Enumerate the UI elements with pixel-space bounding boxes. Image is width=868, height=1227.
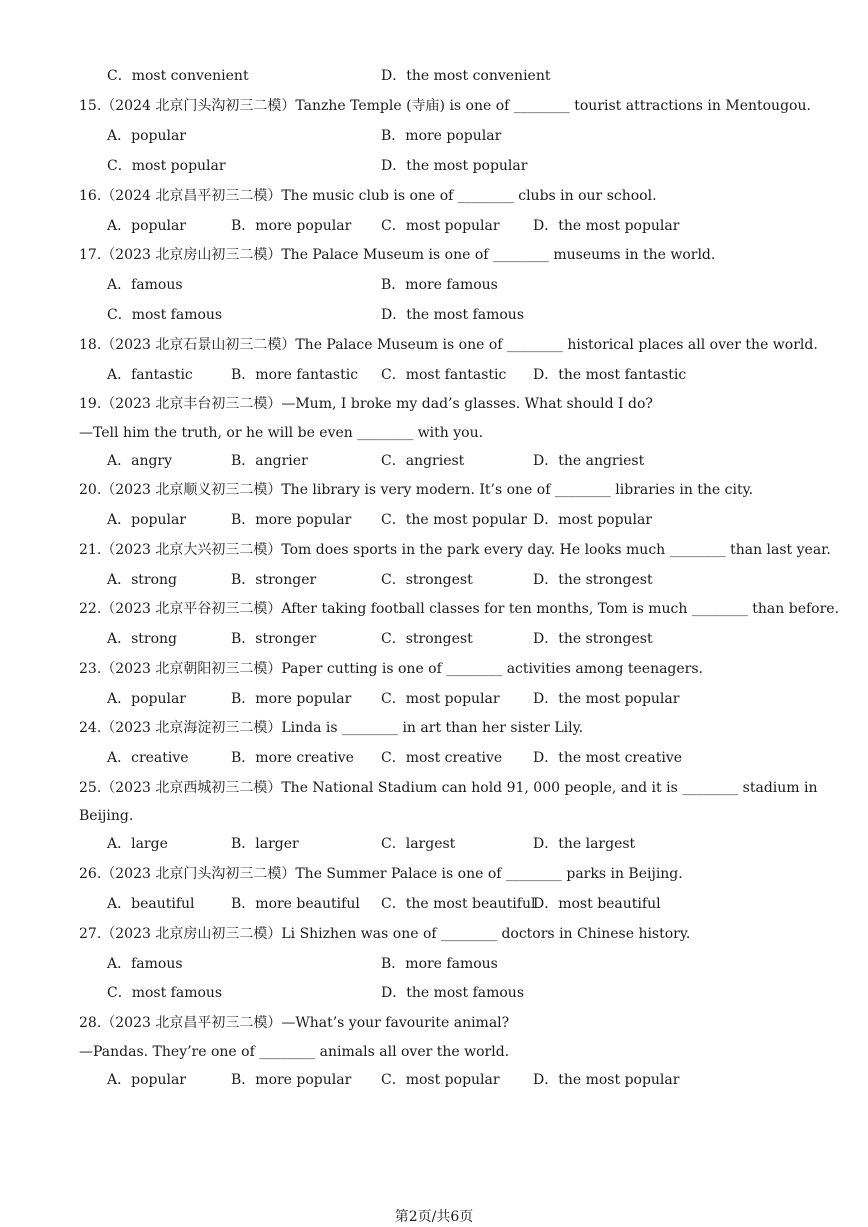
option-d: D．the strongest [533, 631, 653, 647]
option-c: C．strongest [381, 631, 473, 647]
option-a: A．strong [107, 631, 178, 647]
q19-options [107, 451, 828, 471]
option-a: A．strong [107, 572, 178, 588]
option-a: A．creative [107, 750, 189, 766]
option-c: C．most popular [381, 1072, 500, 1088]
question-24-stem: 24.（2023 北京海淀初三二模）Linda is ________ in art than her sister Lily. [79, 720, 584, 736]
option-b: B．more famous [381, 956, 498, 972]
option-d: D．the most convenient [381, 68, 551, 84]
option-c: C．most popular [107, 158, 226, 174]
option-a: A．famous [107, 277, 183, 293]
question-28-stem-line2: —Pandas. They’re one of ________ animals all over the world. [79, 1044, 510, 1060]
option-d: D．the most famous [381, 985, 525, 1001]
option-c: C．strongest [381, 572, 473, 588]
question-19-stem: 19.（2023 北京丰台初三二模）—Mum, I broke my dad’s glasses. What should I do? [79, 396, 653, 412]
option-d: D．the most popular [533, 218, 680, 234]
option-d: D．most beautiful [533, 896, 661, 912]
option-b: B．more popular [381, 128, 502, 144]
question-26-stem: 26.（2023 北京门头沟初三二模）The Summer Palace is one of ________ parks in Beijing. [79, 866, 683, 882]
option-d: D．the most popular [533, 691, 680, 707]
option-b: B．more famous [381, 277, 498, 293]
option-b: B．more popular [231, 512, 352, 528]
option-d: D．most popular [533, 512, 653, 528]
q14-options [107, 66, 828, 86]
option-a: A．angry [107, 453, 173, 469]
option-c: C．the most popular [381, 512, 527, 528]
option-c: C．most famous [107, 985, 223, 1001]
option-a: A．popular [107, 691, 186, 707]
question-19-stem-line2: —Tell him the truth, or he will be even ________ with you. [79, 425, 484, 441]
q21-options [107, 570, 828, 590]
q26-options [107, 894, 828, 914]
q15-options-row2 [107, 156, 828, 176]
q24-options [107, 748, 828, 768]
option-a: A．popular [107, 128, 186, 144]
option-b: B．more popular [231, 1072, 352, 1088]
q17-options-row2 [107, 305, 828, 325]
option-b: B．stronger [231, 572, 317, 588]
question-23-stem: 23.（2023 北京朝阳初三二模）Paper cutting is one of ________ activities among teenagers. [79, 661, 704, 677]
option-b: B．larger [231, 836, 299, 852]
question-20-stem: 20.（2023 北京顺义初三二模）The library is very modern. It’s one of ________ libraries in the city. [79, 482, 754, 498]
option-d: D．the most popular [381, 158, 528, 174]
q16-options [107, 216, 828, 236]
question-15-stem: 15.（2024 北京门头沟初三二模）Tanzhe Temple (寺庙) is one of ________ tourist attractions in Mentougou. [79, 98, 811, 114]
question-28-stem: 28.（2023 北京昌平初三二模）—What’s your favourite animal? [79, 1015, 510, 1031]
option-c: C．the most beautiful [381, 896, 536, 912]
q22-options [107, 629, 828, 649]
option-b: B．more creative [231, 750, 354, 766]
option-c: C．angriest [381, 453, 465, 469]
option-c: C．most creative [381, 750, 503, 766]
option-a: A．popular [107, 218, 186, 234]
option-a: A．famous [107, 956, 183, 972]
option-a: A．large [107, 836, 168, 852]
option-d: D．the most famous [381, 307, 525, 323]
question-25-stem: 25.（2023 北京西城初三二模）The National Stadium can hold 91, 000 people, and it is ________ stadium in [79, 780, 818, 796]
option-d: D．the largest [533, 836, 636, 852]
option-c: C．largest [381, 836, 456, 852]
option-c: C．most popular [381, 218, 500, 234]
q23-options [107, 689, 828, 709]
option-d: D．the most creative [533, 750, 683, 766]
question-21-stem: 21.（2023 北京大兴初三二模）Tom does sports in the park every day. He looks much ________ than last year. [79, 542, 831, 558]
q27-options-row2 [107, 983, 828, 1003]
option-a: A．popular [107, 1072, 186, 1088]
question-16-stem: 16.（2024 北京昌平初三二模）The music club is one of ________ clubs in our school. [79, 188, 657, 204]
option-b: B．more fantastic [231, 367, 359, 383]
option-d: D．the most popular [533, 1072, 680, 1088]
page-number: 第2页/共6页 [394, 1209, 474, 1225]
option-b: B．more beautiful [231, 896, 360, 912]
option-a: A．beautiful [107, 896, 195, 912]
question-17-stem: 17.（2023 北京房山初三二模）The Palace Museum is one of ________ museums in the world. [79, 247, 716, 263]
option-c: C．most popular [381, 691, 500, 707]
option-b: B．more popular [231, 691, 352, 707]
option-b: B．more popular [231, 218, 352, 234]
question-27-stem: 27.（2023 北京房山初三二模）Li Shizhen was one of ________ doctors in Chinese history. [79, 926, 691, 942]
option-c: C．most famous [107, 307, 223, 323]
q27-options-row1 [107, 954, 828, 974]
question-22-stem: 22.（2023 北京平谷初三二模）After taking football classes for ten months, Tom is much ________ than before. [79, 601, 840, 617]
option-c: C．most fantastic [381, 367, 507, 383]
option-d: D．the angriest [533, 453, 645, 469]
q28-options [107, 1070, 828, 1090]
question-18-stem: 18.（2023 北京石景山初三二模）The Palace Museum is one of ________ historical places all over the world. [79, 337, 818, 353]
q18-options [107, 365, 828, 385]
option-d: D．the strongest [533, 572, 653, 588]
question-25-stem-line2: Beijing. [79, 808, 134, 824]
q15-options-row1 [107, 126, 828, 146]
option-d: D．the most fantastic [533, 367, 687, 383]
q17-options-row1 [107, 275, 828, 295]
q20-options [107, 510, 828, 530]
option-a: A．popular [107, 512, 186, 528]
q25-options [107, 834, 828, 854]
option-c: C．most convenient [107, 68, 249, 84]
option-b: B．stronger [231, 631, 317, 647]
option-b: B．angrier [231, 453, 308, 469]
option-a: A．fantastic [107, 367, 193, 383]
